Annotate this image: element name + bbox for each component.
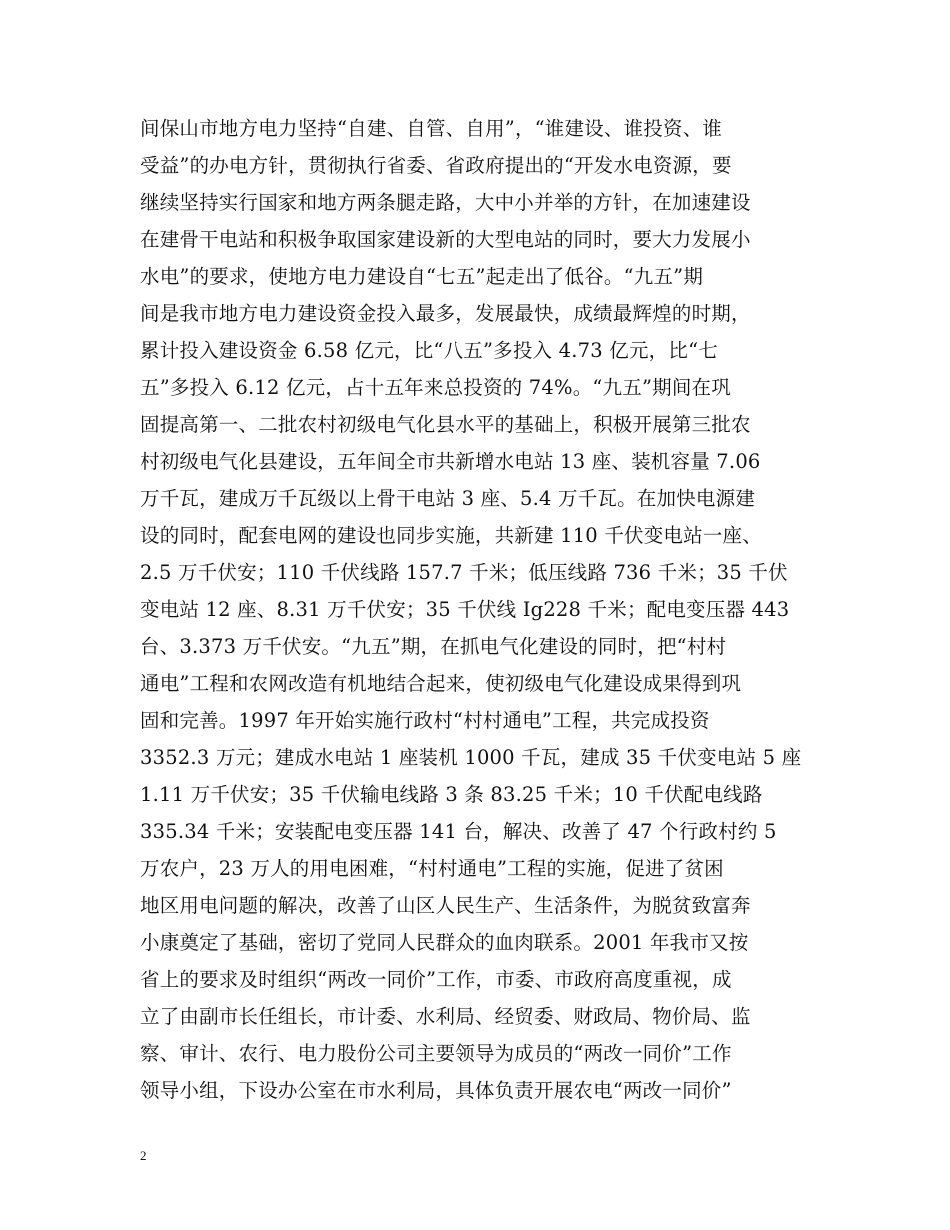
text-line: 间保山市地方电力坚持“自建、自管、自用”，“谁建设、谁投资、谁 [140,117,723,140]
text-line: 万农户，23 万人的用电困难，“村村通电”工程的实施，促进了贫困 [140,857,724,880]
text-line: 台、3.373 万千伏安。“九五”期，在抓电气化建设的同时，把“村村 [140,635,727,658]
text-line: 设的同时，配套电网的建设也同步实施，共新建 110 千伏变电站一座、 [140,524,762,547]
text-line: 固和完善。1997 年开始实施行政村“村村通电”工程，共完成投资 [140,709,710,732]
text-line: 领导小组，下设办公室在市水利局，具体负责开展农电“两改一同价” [140,1079,732,1102]
text-line: 在建骨干电站和积极争取国家建设新的大型电站的同时，要大力发展小 [140,228,751,251]
text-line: 水电”的要求，使地方电力建设自“七五”起走出了低谷。“九五”期 [140,265,704,288]
text-line: 受益”的办电方针，贯彻执行省委、省政府提出的“开发水电资源，要 [140,154,732,177]
text-line: 继续坚持实行国家和地方两条腿走路，大中小并举的方针，在加速建设 [140,191,751,214]
page-number: 2 [140,1148,147,1163]
text-line: 立了由副市长任组长，市计委、水利局、经贸委、财政局、物价局、监 [140,1005,751,1028]
text-line: 通电”工程和农网改造有机地结合起来，使初级电气化建设成果得到巩 [140,672,742,695]
text-line: 累计投入建设资金 6.58 亿元，比“八五”多投入 4.73 亿元，比“七 [140,339,718,362]
text-line: 335.34 千米；安装配电变压器 141 台，解决、改善了 47 个行政村约 5 [140,820,777,843]
text-line: 地区用电问题的解决，改善了山区人民生产、生活条件，为脱贫致富奔 [140,894,751,917]
text-line: 万千瓦，建成万千瓦级以上骨干电站 3 座、5.4 万千瓦。在加快电源建 [140,487,756,510]
text-line: 间是我市地方电力建设资金投入最多，发展最快，成绩最辉煌的时期， [140,302,751,325]
text-line: 1.11 万千伏安；35 千伏输电线路 3 条 83.25 千米；10 千伏配电线路 [140,783,763,806]
text-line: 变电站 12 座、8.31 万千伏安；35 千伏线 Ig228 千米；配电变压器 443 [140,598,790,621]
text-line: 小康奠定了基础，密切了党同人民群众的血肉联系。2001 年我市又按 [140,931,749,954]
text-line: 固提高第一、二批农村初级电气化县水平的基础上，积极开展第三批农 [140,413,751,436]
text-line: 察、审计、农行、电力股份公司主要领导为成员的“两改一同价”工作 [140,1042,732,1065]
body-text [140,110,840,1109]
text-line: 省上的要求及时组织“两改一同价”工作，市委、市政府高度重视，成 [140,968,732,991]
text-line: 2.5 万千伏安；110 千伏线路 157.7 千米；低压线路 736 千米；35 千伏 [140,561,788,584]
text-line: 村初级电气化县建设，五年间全市共新增水电站 13 座、装机容量 7.06 [140,450,761,473]
text-line: 3352.3 万元；建成水电站 1 座装机 1000 千瓦，建成 35 千伏变电站 5 座 [140,746,802,769]
text-line: 五”多投入 6.12 亿元，占十五年来总投资的 74%。“九五”期间在巩 [140,376,731,399]
